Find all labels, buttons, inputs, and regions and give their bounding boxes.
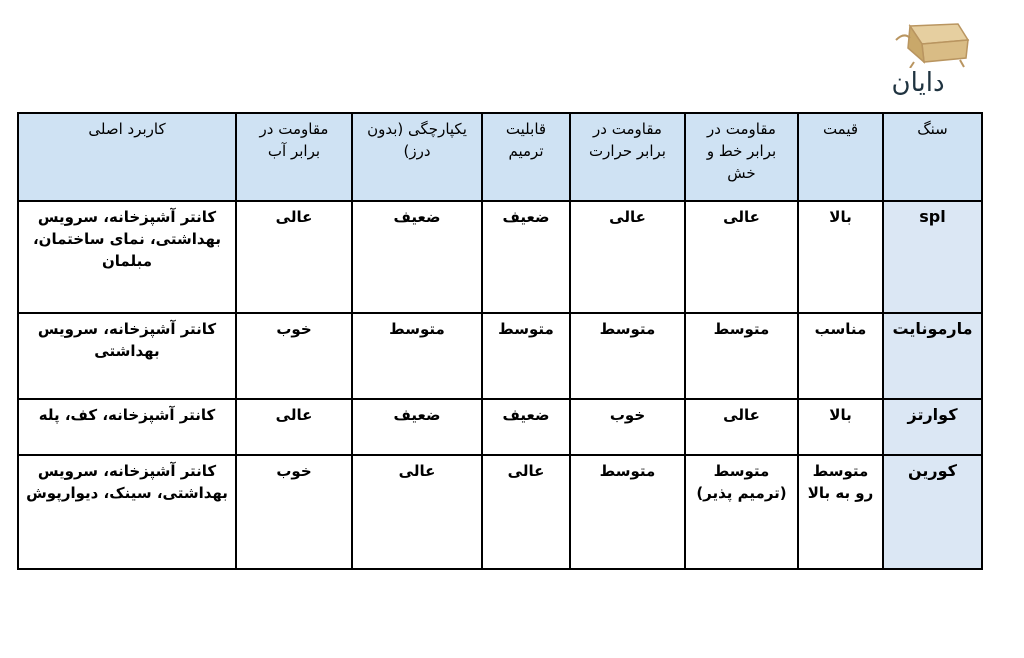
table-cell: خوب — [236, 455, 352, 569]
brand-name: دایان — [891, 68, 945, 98]
table-cell: عالی — [570, 201, 685, 313]
stone-name: کوارتز — [883, 399, 982, 455]
stone-name: مارمونایت — [883, 313, 982, 399]
table-row — [18, 399, 982, 455]
table-cell: متوسط — [685, 313, 798, 399]
table-cell: متوسط — [570, 313, 685, 399]
table-cell: خوب — [570, 399, 685, 455]
table-cell: عالی — [236, 201, 352, 313]
table-header-row — [18, 113, 982, 201]
stone-name: کورین — [883, 455, 982, 569]
table-cell: عالی — [352, 455, 482, 569]
tortoise-box-icon — [848, 18, 988, 68]
table-cell: متوسط (ترمیم پذیر) — [685, 455, 798, 569]
table-cell: عالی — [482, 455, 570, 569]
header-scratch-resistance: مقاومت در برابر خط و خش — [685, 113, 798, 201]
table-cell: عالی — [685, 201, 798, 313]
stone-comparison-table — [17, 112, 983, 570]
table-cell: ضعیف — [352, 201, 482, 313]
table-cell: متوسط — [352, 313, 482, 399]
table-cell: بالا — [798, 201, 883, 313]
brand-logo — [848, 18, 998, 98]
header-price: قیمت — [798, 113, 883, 201]
header-water-resistance: مقاومت در برابر آب — [236, 113, 352, 201]
stone-name: spl — [883, 201, 982, 313]
header-repairability: قابلیت ترمیم — [482, 113, 570, 201]
table-cell: بالا — [798, 399, 883, 455]
table-cell: متوسط — [482, 313, 570, 399]
table-cell: متوسط رو به بالا — [798, 455, 883, 569]
table-cell: کانتر آشپزخانه، سرویس بهداشتی، سینک، دیوارپوش — [18, 455, 236, 569]
header-main-usage: کاربرد اصلی — [18, 113, 236, 201]
table-cell: مناسب — [798, 313, 883, 399]
table-cell: ضعیف — [482, 399, 570, 455]
table-cell: کانتر آشپزخانه، سرویس بهداشتی، نمای ساختمان، مبلمان — [18, 201, 236, 313]
header-heat-resistance: مقاومت در برابر حرارت — [570, 113, 685, 201]
table-cell: ضعیف — [352, 399, 482, 455]
header-stone: سنگ — [883, 113, 982, 201]
table-cell: ضعیف — [482, 201, 570, 313]
table-row — [18, 455, 982, 569]
table-row — [18, 201, 982, 313]
table-cell: کانتر آشپزخانه، سرویس بهداشتی — [18, 313, 236, 399]
table-cell: خوب — [236, 313, 352, 399]
table-row — [18, 313, 982, 399]
table-cell: متوسط — [570, 455, 685, 569]
header-seamless: یکپارچگی (بدون درز) — [352, 113, 482, 201]
table-cell: عالی — [685, 399, 798, 455]
table-cell: کانتر آشپزخانه، کف، پله — [18, 399, 236, 455]
table-cell: عالی — [236, 399, 352, 455]
